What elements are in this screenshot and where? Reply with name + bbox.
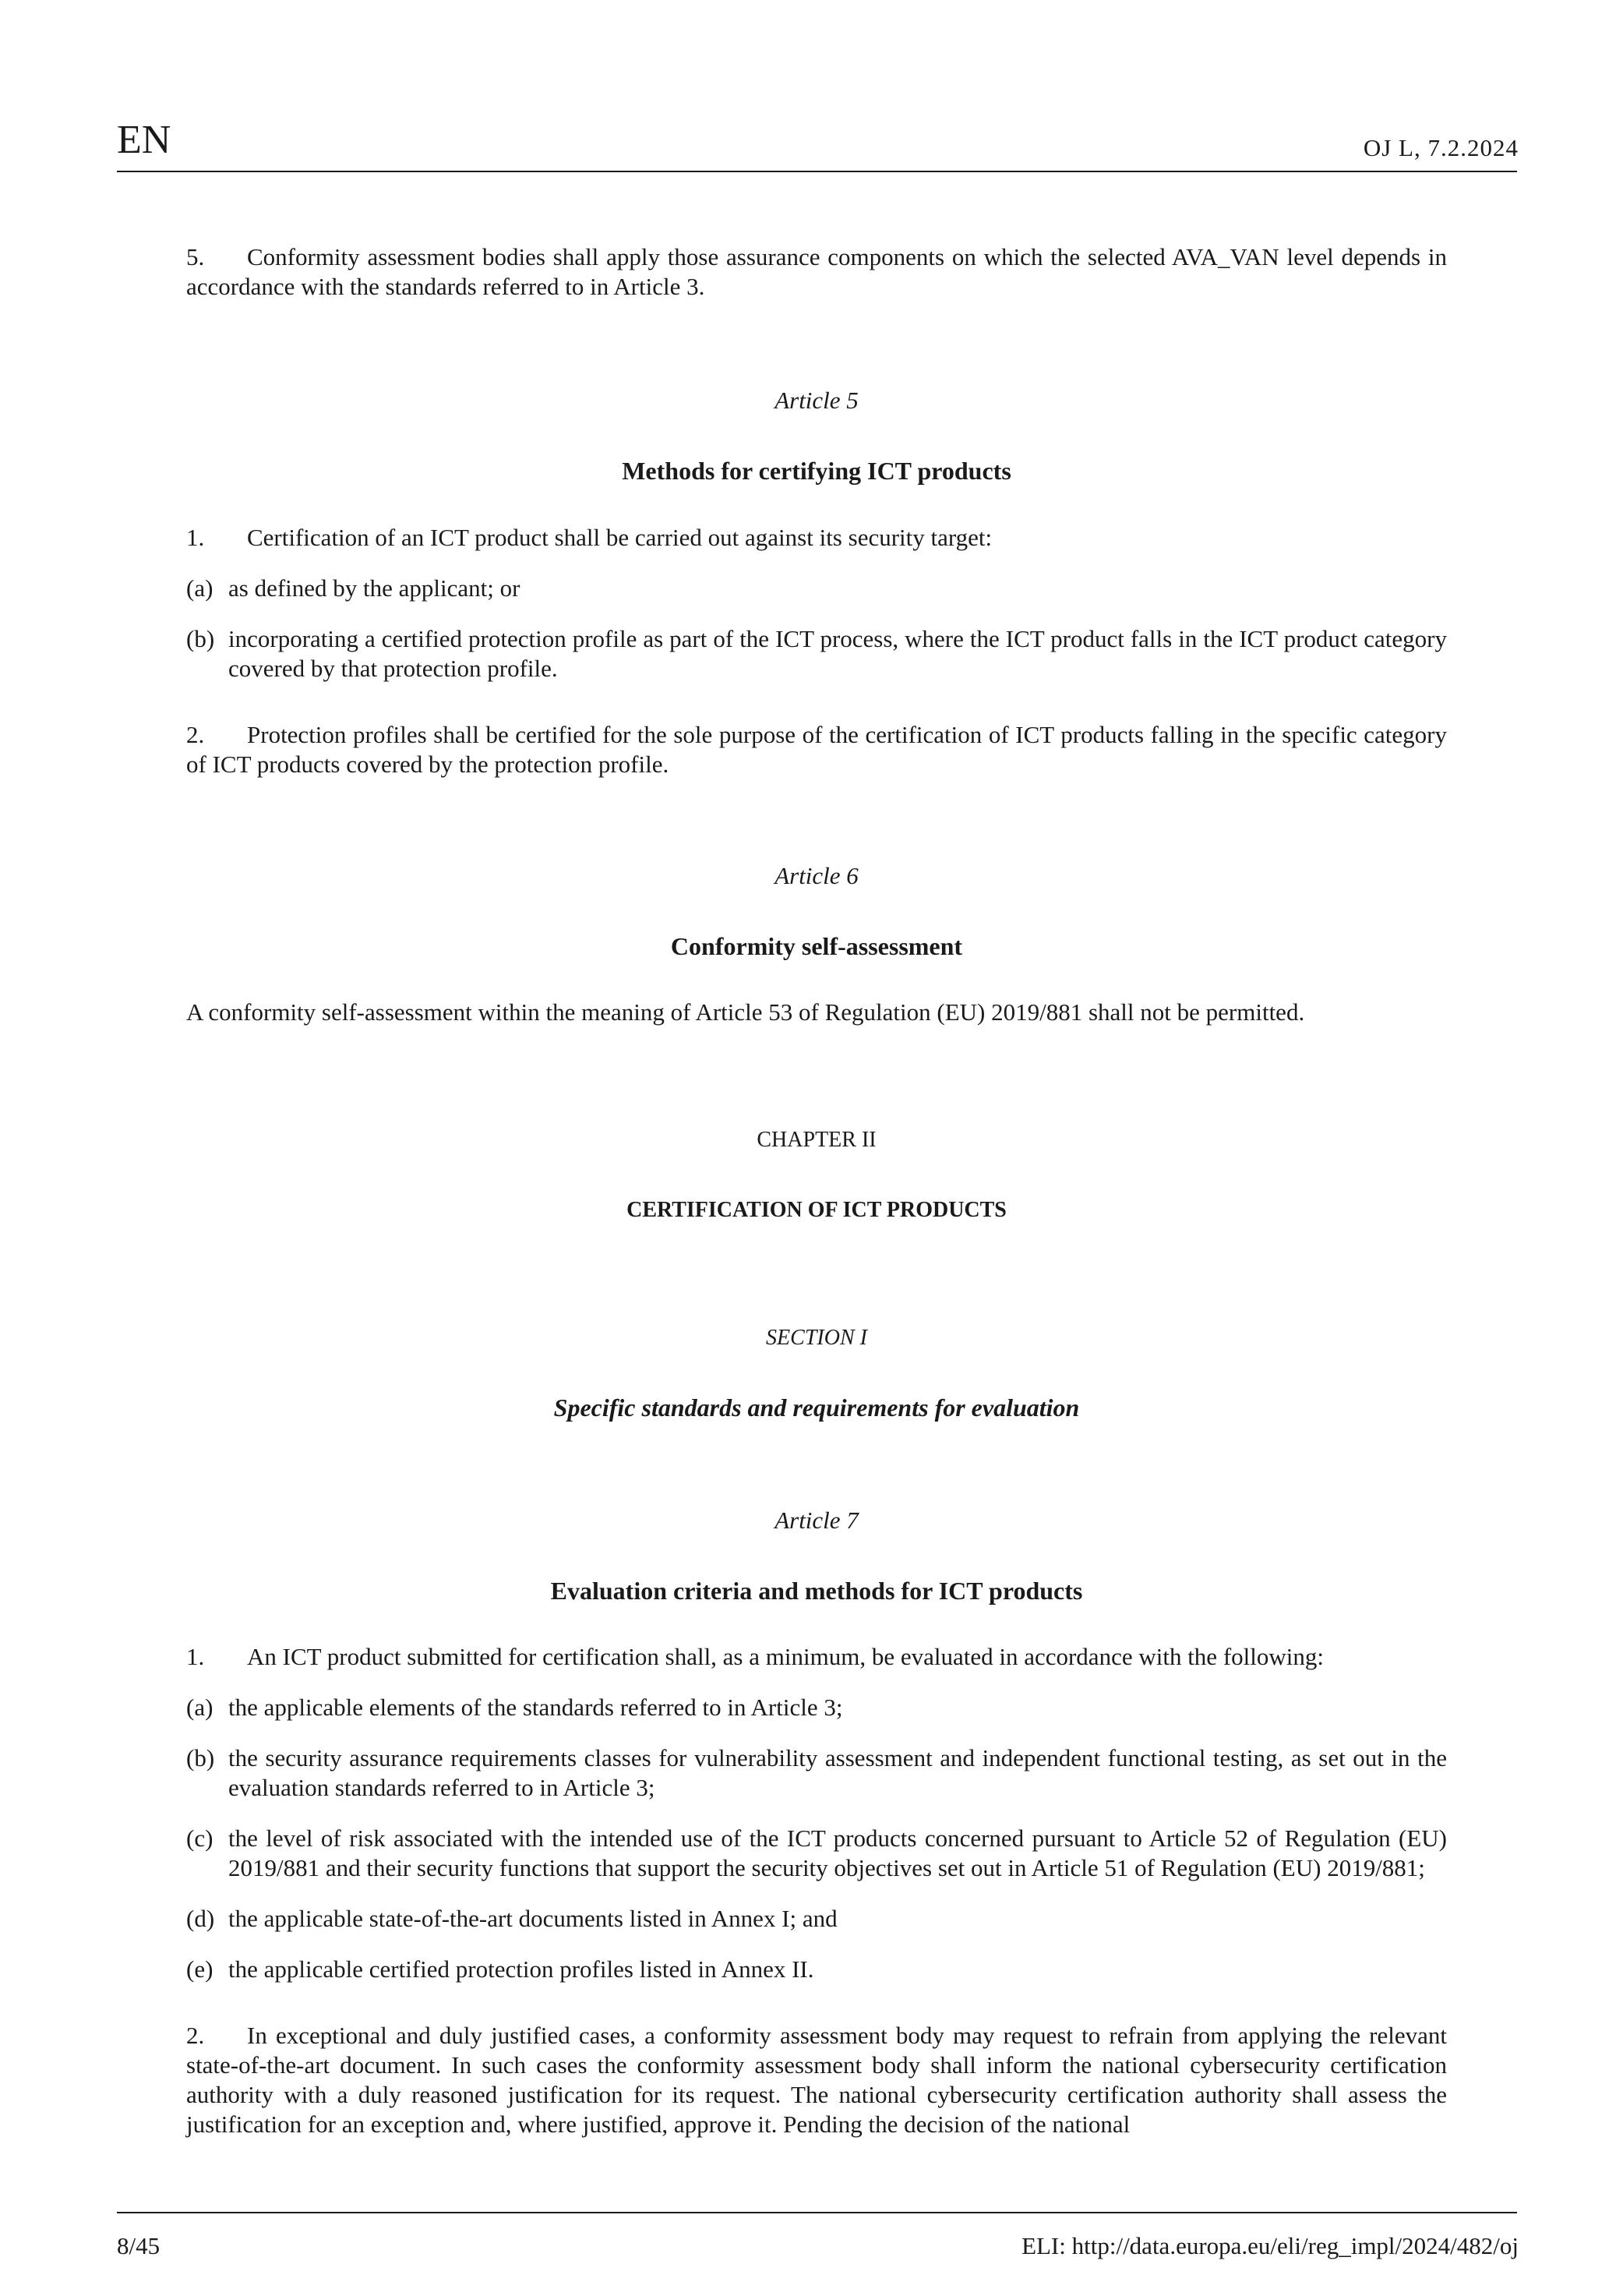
article7-paragraph-2	[186, 2021, 1447, 2139]
item-label: (b)	[186, 625, 215, 652]
paragraph-text: Certification of an ICT product shall be carried out against its security target:	[247, 524, 993, 551]
item-text: the applicable state-of-the-art documents listed in Annex I; and	[228, 1905, 838, 1932]
item-label: (b)	[186, 1744, 215, 1771]
item-label: (a)	[186, 574, 213, 602]
article6-paragraph: A conformity self-assessment within the meaning of Article 53 of Regulation (EU) 2019/881 shall not be permitted.	[186, 998, 1305, 1026]
article5-item-b	[186, 624, 1447, 684]
article7-item-d	[186, 1904, 1447, 1934]
item-label: (e)	[186, 1955, 213, 1983]
article-6-number: Article 6	[774, 862, 859, 889]
item-text: the applicable certified protection profiles listed in Annex II.	[228, 1955, 814, 1983]
article-7-number: Article 7	[774, 1507, 859, 1534]
article7-item-c	[186, 1824, 1447, 1883]
article-7-title: Evaluation criteria and methods for ICT products	[550, 1577, 1083, 1605]
paragraph-number: 2.	[186, 2022, 205, 2049]
item-label: (a)	[186, 1694, 213, 1721]
chapter-number: CHAPTER II	[757, 1128, 877, 1152]
header-rule	[117, 171, 1517, 172]
footer-rule	[117, 2212, 1517, 2213]
paragraph-number: 5.	[186, 243, 205, 270]
paragraph-text: Protection profiles shall be certified for the sole purpose of the certification of ICT products falling in the specific category of ICT products covered by the protection profile.	[186, 721, 1447, 778]
eli-link[interactable]: ELI: http://data.europa.eu/eli/reg_impl/2024/482/oj	[1021, 2232, 1519, 2259]
journal-reference: OJ L, 7.2.2024	[1363, 134, 1519, 161]
article7-item-e	[186, 1955, 1447, 1984]
article-6-title: Conformity self-assessment	[670, 932, 963, 960]
item-text: the level of risk associated with the intended use of the ICT products concerned pursuant to Article 52 of Regulation (EU) 2019/881 and their security functions that support the security objectives set out in Article 51 of Regulation (EU) 2019/881;	[228, 1824, 1447, 1881]
article7-item-a	[186, 1693, 1447, 1722]
item-text: incorporating a certified protection profile as part of the ICT process, where the ICT product falls in the ICT product category covered by that protection profile.	[228, 625, 1447, 682]
chapter-title: CERTIFICATION OF ICT PRODUCTS	[626, 1198, 1007, 1222]
article4-paragraph-5	[186, 242, 1447, 302]
article7-paragraph-1	[186, 1642, 1447, 1672]
item-label: (d)	[186, 1905, 215, 1932]
article5-item-a	[186, 574, 1447, 603]
item-label: (c)	[186, 1824, 213, 1852]
paragraph-number: 2.	[186, 721, 205, 748]
article-5-number: Article 5	[774, 387, 859, 414]
item-text: as defined by the applicant; or	[228, 574, 520, 602]
item-text: the security assurance requirements classes for vulnerability assessment and independent functional testing, as set out in the evaluation standards referred to in Article 3;	[228, 1744, 1447, 1801]
language-code: EN	[117, 118, 171, 162]
article5-paragraph-1	[186, 523, 1447, 553]
paragraph-text: An ICT product submitted for certification shall, as a minimum, be evaluated in accordance with the following:	[247, 1643, 1324, 1670]
item-text: the applicable elements of the standards referred to in Article 3;	[228, 1694, 843, 1721]
article-5-title: Methods for certifying ICT products	[622, 457, 1011, 485]
paragraph-number: 1.	[186, 524, 205, 551]
document-body	[186, 234, 1447, 2139]
paragraph-number: 1.	[186, 1643, 205, 1670]
article5-paragraph-2	[186, 720, 1447, 779]
page-number: 8/45	[117, 2232, 161, 2259]
article7-item-b	[186, 1743, 1447, 1803]
section-title: Specific standards and requirements for evaluation	[553, 1393, 1080, 1422]
paragraph-text: In exceptional and duly justified cases, a conformity assessment body may request to refrain from applying the relevant state-of-the-art document. In such cases the conformity assessment body shall inform the national cybersecurity certification authority with a duly reasoned justification for its request. The national cybersecurity certification authority shall assess the justification for an exception and, where justified, approve it. Pending the decision of the national	[186, 2022, 1447, 2138]
paragraph-text: Conformity assessment bodies shall apply those assurance components on which the selected AVA_VAN level depends in accordance with the standards referred to in Article 3.	[186, 243, 1447, 300]
section-number: SECTION I	[766, 1326, 867, 1350]
